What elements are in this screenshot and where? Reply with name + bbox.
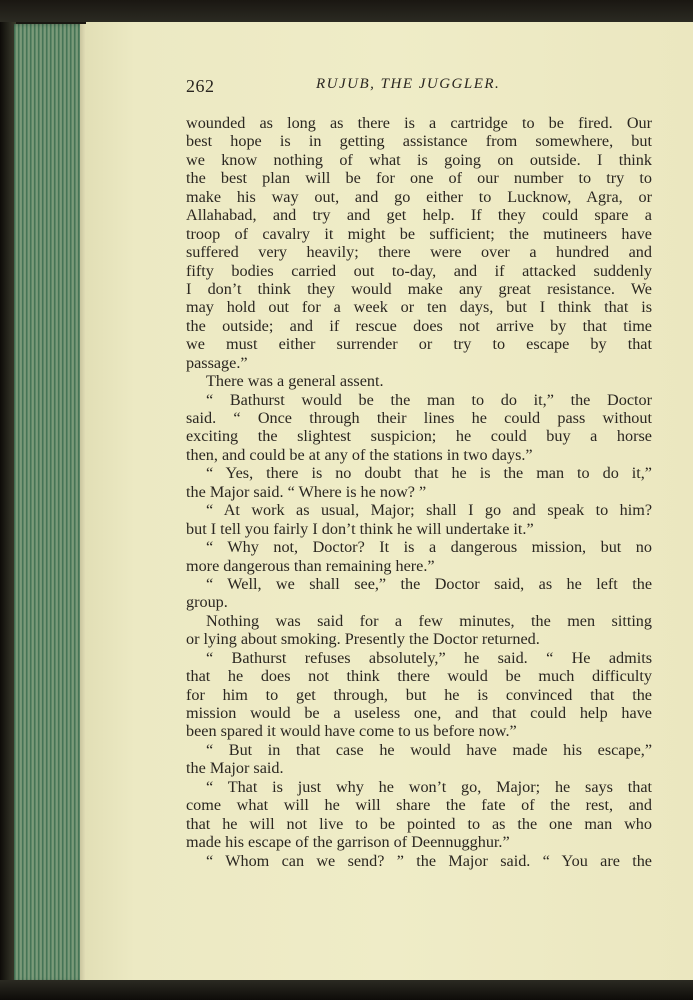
text-line: but I tell you fairly I don’t think he will undertake it.”: [186, 519, 534, 538]
text-line: then, and could be at any of the stations in two days.”: [186, 445, 533, 464]
text-line: the Major said.: [186, 759, 284, 778]
bottom-shadow: [0, 980, 693, 1000]
text-line: for him to get through, but he is convinced that the: [186, 685, 652, 704]
text-line: that he will not live to be pointed to as the one man who: [186, 814, 652, 833]
text-line: exciting the slightest suspicion; he could buy a horse: [186, 427, 652, 446]
running-title: RUJUB, THE JUGGLER.: [316, 76, 501, 92]
text-line: said. “ Once through their lines he could pass without: [186, 409, 652, 427]
text-line: we know nothing of what is going on outside. I think: [186, 150, 652, 169]
page-header: [186, 76, 652, 100]
text-line: the outside; and if rescue does not arrive by that time: [186, 316, 652, 335]
text-line: “ Whom can we send? ” the Major said. “ You are the: [206, 851, 652, 870]
page-edges: [14, 24, 86, 982]
text-line: “ Well, we shall see,” the Doctor said, as he left the: [206, 574, 652, 593]
text-line: “ At work as usual, Major; shall I go and speak to him?: [206, 501, 652, 520]
text-line: we must either surrender or try to escape by that: [186, 335, 652, 354]
text-line: I don’t think they would make any great resistance. We: [186, 279, 652, 298]
text-line: mission would be a useless one, and that could help have: [186, 704, 652, 722]
text-line: that he does not think there would be much difficulty: [186, 667, 652, 686]
text-line: “ Bathurst refuses absolutely,” he said. “ He admits: [206, 648, 652, 667]
text-line: “ Bathurst would be the man to do it,” the Doctor: [206, 390, 652, 409]
text-line: “ Why not, Doctor? It is a dangerous mission, but no: [206, 538, 652, 557]
body-text: [186, 114, 652, 870]
text-line: Allahabad, and try and get help. If they could spare a: [186, 206, 652, 225]
text-line: been spared it would have come to us before now.”: [186, 722, 517, 741]
text-line: or lying about smoking. Presently the Doctor returned.: [186, 630, 540, 649]
text-line: the Major said. “ Where is he now? ”: [186, 482, 427, 501]
text-line: “ But in that case he would have made his escape,”: [206, 740, 652, 759]
text-line: “ Yes, there is no doubt that he is the man to do it,”: [206, 464, 652, 483]
text-line: may hold out for a week or ten days, but I think that is: [186, 298, 652, 317]
text-line: troop of cavalry it might be sufficient; the mutineers have: [186, 224, 652, 243]
text-line: group.: [186, 593, 228, 612]
text-line: “ That is just why he won’t go, Major; he says that: [206, 777, 652, 796]
text-line: make his way out, and go either to Lucknow, Agra, or: [186, 187, 652, 206]
text-line: Nothing was said for a few minutes, the men sitting: [206, 611, 652, 630]
page-number: 262: [186, 76, 215, 96]
text-line: made his escape of the garrison of Deennugghur.”: [186, 833, 510, 852]
text-line: fifty bodies carried out to-day, and if attacked suddenly: [186, 261, 652, 280]
text-line: suffered very heavily; there were over a hundred and: [186, 243, 652, 262]
text-line: the best plan will be for one of our number to try to: [186, 169, 652, 188]
top-shadow: [0, 0, 693, 22]
text-line: There was a general assent.: [206, 372, 384, 391]
text-line: more dangerous than remaining here.”: [186, 556, 435, 575]
text-line: best hope is in getting assistance from somewhere, but: [186, 132, 652, 151]
text-line: wounded as long as there is a cartridge to be fired. Our: [186, 114, 652, 132]
text-line: passage.”: [186, 353, 248, 372]
text-line: come what will he will share the fate of the rest, and: [186, 796, 652, 815]
